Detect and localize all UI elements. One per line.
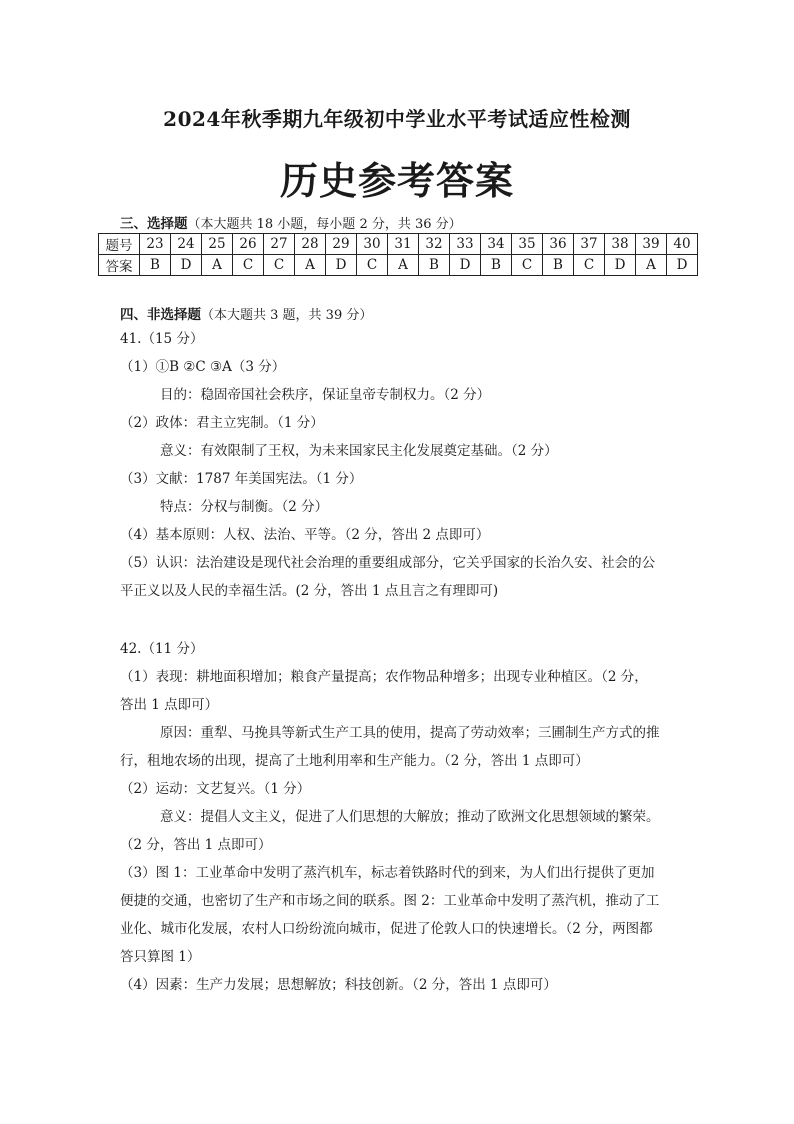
answer-line: 平正义以及人民的幸福生活。(2 分，答出 1 点且言之有理即可) <box>120 583 499 599</box>
answer-table <box>98 233 698 276</box>
question-number: 28 <box>295 234 326 255</box>
answer-cell: D <box>605 255 636 276</box>
answer-line: （1）①B ②C ③A（3 分） <box>120 359 286 375</box>
answer-line: 行，租地农场的出现，提高了土地利用率和生产能力。（2 分，答出 1 点即可） <box>120 753 589 769</box>
section-3-note: （本大题共 18 小题，每小题 2 分，共 36 分） <box>187 217 462 232</box>
question-number: 29 <box>326 234 357 255</box>
answer-line: 原因：重犁、马挽具等新式生产工具的使用，提高了劳动效率；三圃制生产方式的推 <box>160 725 660 741</box>
page-title: 2024年秋季期九年级初中学业水平考试适应性检测 <box>163 107 631 131</box>
table-row-numbers <box>99 234 698 255</box>
answer-line: （2 分，答出 1 点即可） <box>120 837 272 853</box>
question-number: 33 <box>450 234 481 255</box>
answer-line: 特点：分权与制衡。（2 分） <box>160 499 329 515</box>
answer-cell: C <box>357 255 388 276</box>
answer-cell: A <box>636 255 667 276</box>
question-number: 23 <box>140 234 171 255</box>
answer-line: （2）运动：文艺复兴。（1 分） <box>120 781 311 797</box>
section-4-heading: 四、非选择题 <box>120 307 201 323</box>
answer-cell: B <box>481 255 512 276</box>
answer-cell: A <box>388 255 419 276</box>
answer-cell: D <box>171 255 202 276</box>
answer-line: （5）认识：法治建设是现代社会治理的重要组成部分，它关乎国家的长治久安、社会的公 <box>120 555 656 571</box>
answer-cell: C <box>233 255 264 276</box>
row-label-answer: 答案 <box>99 255 140 276</box>
answer-cell: B <box>419 255 450 276</box>
question-number: 32 <box>419 234 450 255</box>
answer-cell: D <box>450 255 481 276</box>
question-number: 34 <box>481 234 512 255</box>
answer-line: （3）文献：1787 年美国宪法。（1 分） <box>120 471 363 487</box>
answer-cell: C <box>512 255 543 276</box>
section-3-header <box>120 212 462 232</box>
answer-line: （4）基本原则：人权、法治、平等。（2 分，答出 2 点即可） <box>120 527 490 543</box>
answer-line: （2）政体：君主立宪制。（1 分） <box>120 415 324 431</box>
answer-line: （3）图 1：工业革命中发明了蒸汽机车，标志着铁路时代的到来，为人们出行提供了更加 <box>120 865 655 881</box>
answer-line: 答只算图 1） <box>120 949 201 965</box>
answer-cell: A <box>202 255 233 276</box>
page-subtitle: 历史参考答案 <box>279 158 514 203</box>
answer-line: 便捷的交通，也密切了生产和市场之间的联系。图 2：工业革命中发明了蒸汽机，推动了工 <box>120 893 660 909</box>
question-41-header: 41.（15 分） <box>120 331 204 347</box>
answer-cell: C <box>264 255 295 276</box>
question-number: 24 <box>171 234 202 255</box>
section-4-note: （本大题共 3 题，共 39 分） <box>201 308 373 323</box>
answer-line: （1）表现：耕地面积增加；粮食产量提高；农作物品种增多；出现专业种植区。（2 分， <box>120 669 648 685</box>
answer-line: 答出 1 点即可） <box>120 697 219 713</box>
answer-line: 意义：提倡人文主义，促进了人们思想的大解放；推动了欧洲文化思想领域的繁荣。 <box>160 809 660 825</box>
question-number: 27 <box>264 234 295 255</box>
answer-line: 目的：稳固帝国社会秩序，保证皇帝专制权力。（2 分） <box>160 387 491 403</box>
section-3-heading: 三、选择题 <box>120 216 188 232</box>
answer-cell: C <box>574 255 605 276</box>
question-number: 26 <box>233 234 264 255</box>
question-number: 36 <box>543 234 574 255</box>
answer-cell: D <box>667 255 698 276</box>
answer-line: 业化、城市化发展，农村人口纷纷流向城市，促进了伦敦人口的快速增长。（2 分，两图都 <box>120 921 653 937</box>
question-number: 37 <box>574 234 605 255</box>
answer-cell: B <box>543 255 574 276</box>
answer-line: 意义：有效限制了王权，为未来国家民主化发展奠定基础。（2 分） <box>160 443 558 459</box>
answer-cell: A <box>295 255 326 276</box>
question-number: 30 <box>357 234 388 255</box>
question-number: 35 <box>512 234 543 255</box>
row-label-number: 题号 <box>99 234 140 255</box>
section-4-header <box>120 303 372 323</box>
question-number: 31 <box>388 234 419 255</box>
answer-line: （4）因素：生产力发展；思想解放；科技创新。（2 分，答出 1 点即可） <box>120 977 557 993</box>
table-row-answers <box>99 255 698 276</box>
answer-cell: D <box>326 255 357 276</box>
question-number: 38 <box>605 234 636 255</box>
question-number: 39 <box>636 234 667 255</box>
question-number: 25 <box>202 234 233 255</box>
question-42-header: 42.（11 分） <box>120 641 204 657</box>
answer-cell: B <box>140 255 171 276</box>
question-number: 40 <box>667 234 698 255</box>
